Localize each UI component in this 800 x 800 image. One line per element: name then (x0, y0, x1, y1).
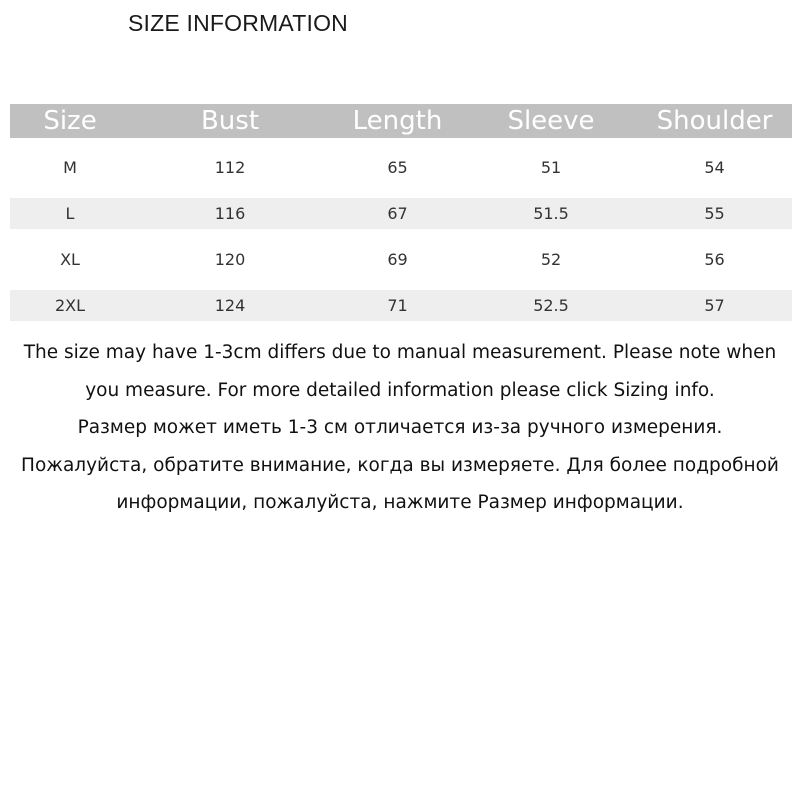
note-line: Пожалуйста, обратите внимание, когда вы измеряете. Для более подробной (21, 454, 779, 476)
note-line: you measure. For more detailed information please click Sizing info. (85, 379, 715, 401)
table-row (10, 198, 792, 229)
cell-sleeve: 52.5 (533, 296, 569, 315)
note-line: The size may have 1-3cm differs due to manual measurement. Please note when (23, 342, 777, 363)
header-size: Size (43, 106, 97, 136)
cell-bust: 112 (214, 158, 246, 177)
cell-sleeve: 52 (540, 250, 562, 269)
cell-sleeve: 51 (540, 158, 562, 177)
cell-size: M (63, 158, 77, 177)
cell-length: 69 (387, 250, 408, 269)
header-length: Length (352, 106, 443, 136)
cell-shoulder: 55 (704, 204, 725, 223)
cell-bust: 124 (214, 296, 246, 315)
cell-shoulder: 56 (704, 250, 725, 269)
cell-length: 65 (387, 158, 408, 177)
cell-bust: 120 (214, 250, 246, 269)
cell-size: L (65, 204, 75, 223)
cell-length: 71 (387, 296, 408, 315)
table-header-row (10, 104, 792, 138)
note-line: Размер может иметь 1-3 см отличается из-за ручного измерения. (77, 417, 723, 438)
size-table (10, 104, 792, 321)
cell-shoulder: 54 (704, 158, 725, 177)
page-title: SIZE INFORMATION (128, 10, 348, 36)
cell-length: 67 (387, 204, 408, 223)
header-shoulder: Shoulder (656, 106, 773, 136)
cell-sleeve: 51.5 (533, 204, 569, 223)
note-line: информации, пожалуйста, нажмите Размер информации. (116, 492, 684, 513)
table-row (10, 290, 792, 321)
table-row (10, 152, 792, 183)
cell-size: 2XL (54, 296, 86, 315)
header-sleeve: Sleeve (507, 106, 595, 136)
header-bust: Bust (200, 106, 260, 136)
table-row (10, 244, 792, 275)
cell-bust: 116 (214, 204, 246, 223)
measurement-note (0, 334, 800, 522)
cell-shoulder: 57 (704, 296, 725, 315)
cell-size: XL (60, 250, 80, 269)
